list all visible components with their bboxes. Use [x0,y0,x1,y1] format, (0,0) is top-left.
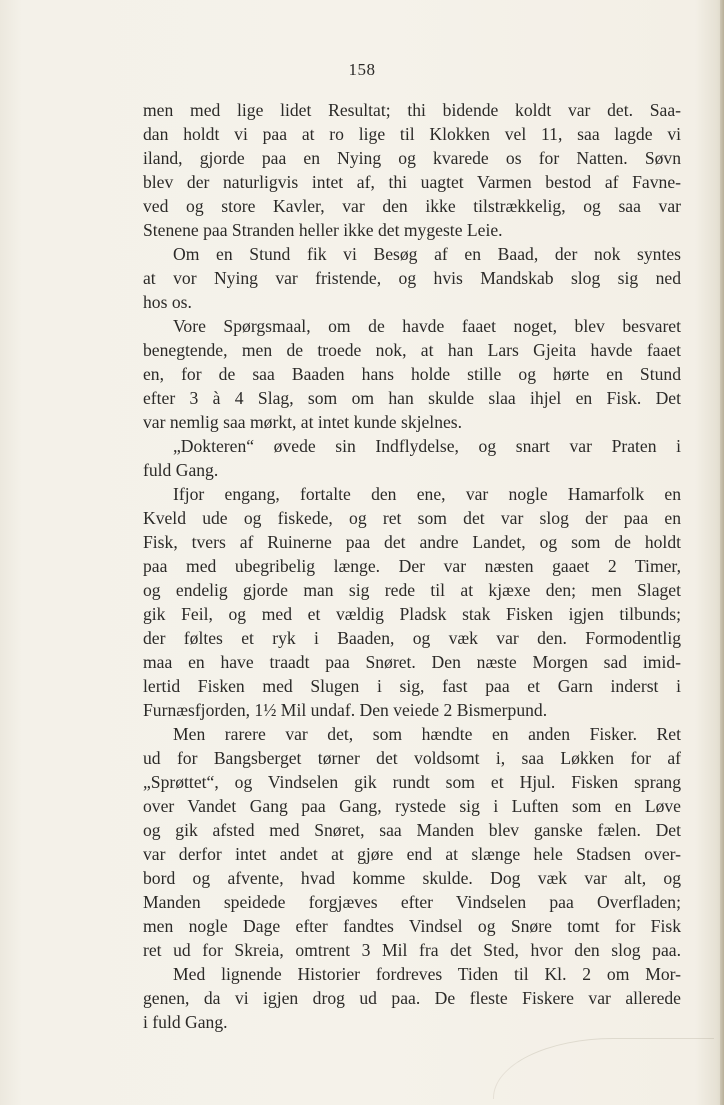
text-line: Furnæsfjorden, 1½ Mil undaf. Den veiede 2 Bismerpund. [143,700,548,720]
text-line: at vor Nying var fristende, og hvis Mandskab slog sig ned [143,268,681,288]
text-line: paa med ubegribelig længe. Der var næsten gaaet 2 Timer, [143,556,681,576]
text-line: og gik afsted med Snøret, saa Manden blev ganske fælen. Det [143,820,681,840]
text-line: en, for de saa Baaden hans holde stille og hørte en Stund [143,364,681,384]
text-line: Men rarere var det, som hændte en anden Fisker. Ret [173,724,681,744]
text-line: Fisk, tvers af Ruinerne paa det andre Landet, og som de holdt [143,532,681,552]
text-line: var nemlig saa mørkt, at intet kunde skjelnes. [143,412,463,432]
text-line: ud for Bangsberget tørner det voldsomt i, saa Løkken for af [143,748,681,768]
page-edge [720,0,724,1105]
text-line: Manden speidede forgjæves efter Vindselen paa Overfladen; [143,892,681,912]
text-line: der føltes et ryk i Baaden, og væk var den. Formodentlig [143,628,681,648]
text-line: men nogle Dage efter fandtes Vindsel og Snøre tomt for Fisk [143,916,681,936]
text-line: var derfor intet andet at gjøre end at slænge hele Stadsen over- [143,844,681,864]
text-line: og endelig gjorde man sig rede til at kjæxe den; men Slaget [143,580,681,600]
text-line: Kveld ude og fiskede, og ret som det var slog der paa en [143,508,681,528]
text-line: efter 3 à 4 Slag, som om han skulde slaa ihjel en Fisk. Det [143,388,681,408]
text-line: lertid Fisken med Slugen i sig, fast paa et Garn inderst i [143,676,681,696]
text-line: Med lignende Historier fordreves Tiden til Kl. 2 om Mor- [173,964,681,984]
text-line: Ifjor engang, fortalte den ene, var nogle Hamarfolk en [173,484,681,504]
text-line: over Vandet Gang paa Gang, rystede sig i Luften som en Løve [143,796,681,816]
text-line: ved og store Kavler, var den ikke tilstrækkelig, og saa var [143,196,681,216]
text-line: „Sprøttet“, og Vindselen gik rundt som et Hjul. Fisken sprang [143,772,681,792]
text-line: Stenene paa Stranden heller ikke det mygeste Leie. [143,220,503,240]
text-line: hos os. [143,292,192,312]
text-line: iland, gjorde paa en Nying og kvarede os for Natten. Søvn [143,148,681,168]
text-line: Vore Spørgsmaal, om de havde faaet noget, blev besvaret [173,316,681,336]
paper-stain [493,1038,714,1099]
body-text [143,98,681,1034]
text-line: Om en Stund fik vi Besøg af en Baad, der nok syntes [173,244,681,264]
text-line: maa en have traadt paa Snøret. Den næste Morgen sad imid- [143,652,681,672]
text-line: benegtende, men de troede nok, at han Lars Gjeita havde faaet [143,340,681,360]
text-line: bord og afvente, hvad komme skulde. Dog væk var alt, og [143,868,681,888]
text-line: blev der naturligvis intet af, thi uagtet Varmen bestod af Favne- [143,172,681,192]
text-line: ret ud for Skreia, omtrent 3 Mil fra det Sted, hvor den slog paa. [143,940,681,960]
text-line: fuld Gang. [143,460,219,480]
text-line: gik Feil, og med et vældig Pladsk stak Fisken igjen tilbunds; [143,604,681,624]
text-line: i fuld Gang. [143,1012,228,1032]
text-line: men med lige lidet Resultat; thi bidende koldt var det. Saa- [143,100,681,120]
text-line: dan holdt vi paa at ro lige til Klokken vel 11, saa lagde vi [143,124,681,144]
text-line: genen, da vi igjen drog ud paa. De fleste Fiskere var allerede [143,988,681,1008]
page-number: 158 [348,60,376,79]
text-line: „Dokteren“ øvede sin Indflydelse, og snart var Praten i [173,436,681,456]
